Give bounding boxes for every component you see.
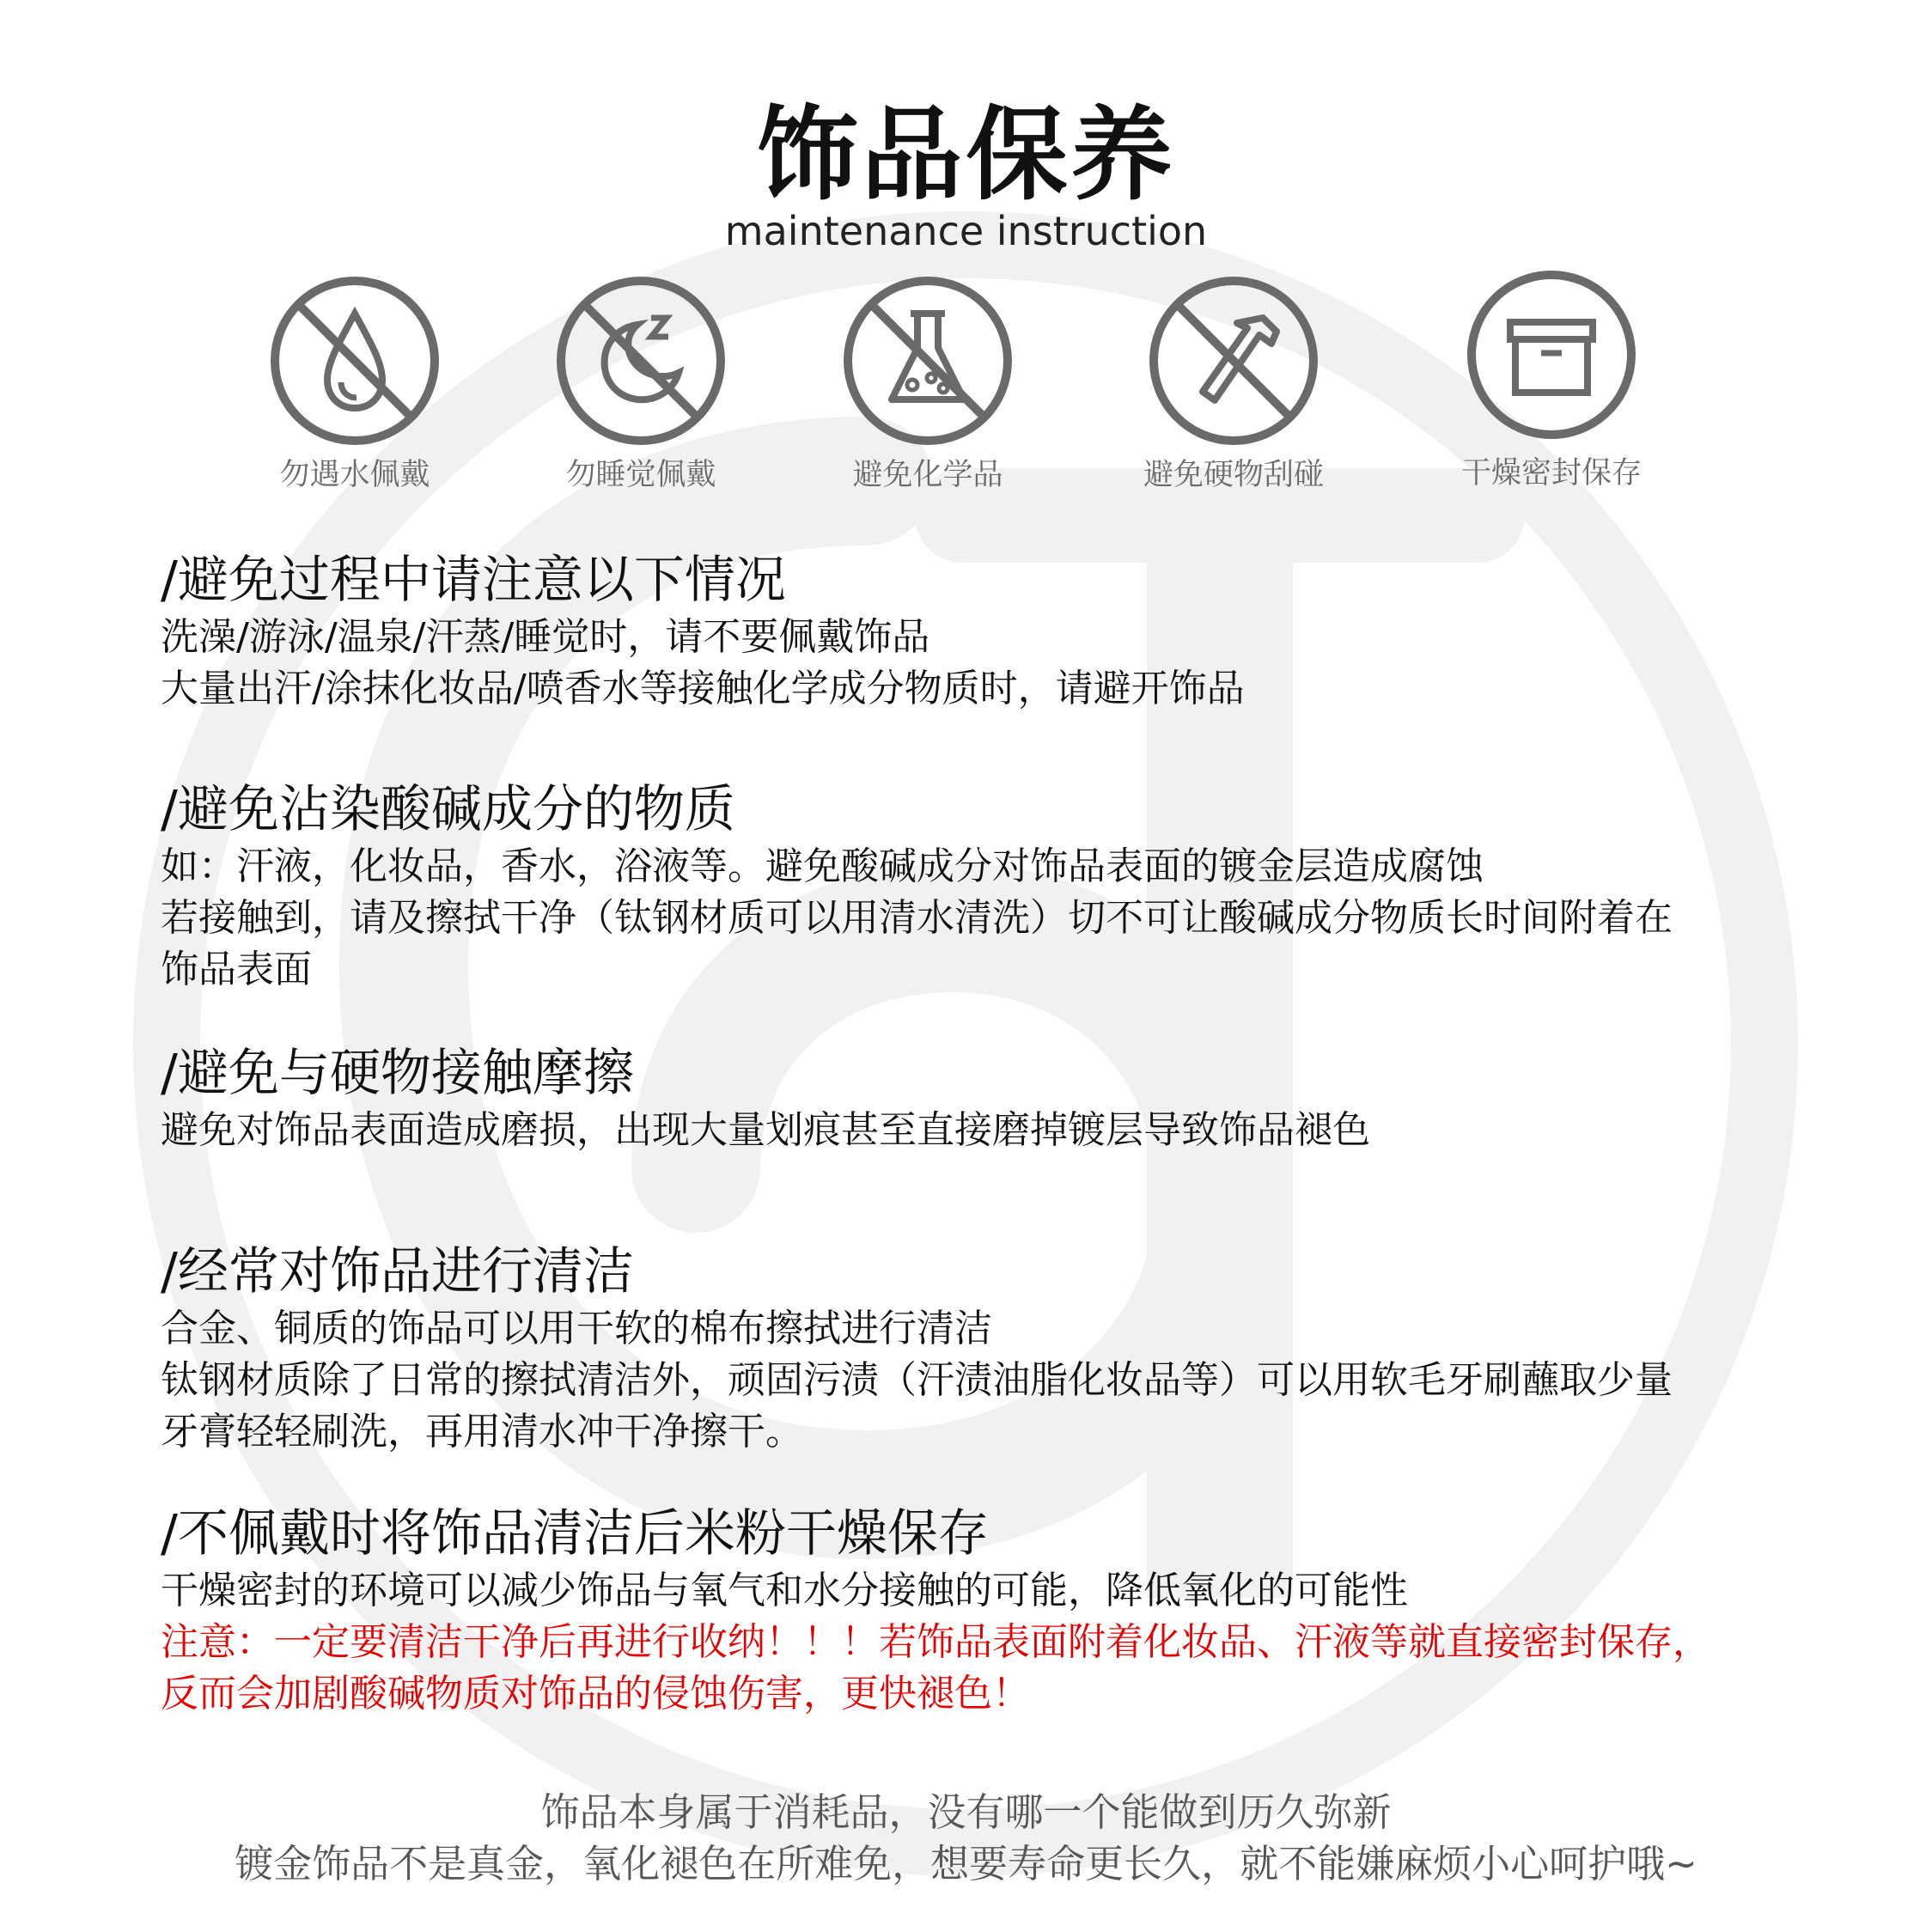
footer-line-1: 饰品本身属于消耗品，没有哪一个能做到历久弥新 xyxy=(540,1789,1392,1835)
warning-line: 反而会加剧酸碱物质对饰品的侵蚀伤害，更快褪色！ xyxy=(161,1671,1030,1716)
section-hard-objects xyxy=(161,1041,1827,1156)
page-subtitle: maintenance instruction xyxy=(724,208,1208,254)
section-storage xyxy=(161,1502,1827,1720)
footer-line-2: 镀金饰品不是真金，氧化褪色在所难免，想要寿命更长久，就不能嫌麻烦小心呵护哦~ xyxy=(235,1841,1697,1886)
section-heading: /不佩戴时将饰品清洁后米粉干燥保存 xyxy=(161,1503,989,1563)
section-line: 大量出汗/涂抹化妆品/喷香水等接触化学成分物质时，请避开饰品 xyxy=(161,666,1245,710)
section-heading: /避免沾染酸碱成分的物质 xyxy=(161,779,735,838)
icon-label-no-hard-object: 避免硬物刮碰 xyxy=(1143,458,1324,492)
section-line: 合金、铜质的饰品可以用干软的棉布擦拭进行清洁 xyxy=(161,1306,992,1350)
section-line: 钛钢材质除了日常的擦拭清洁外，顽固污渍（汗渍油脂化妆品等）可以用软毛牙刷蘸取少量 xyxy=(161,1357,1673,1402)
section-line: 牙膏轻轻刷洗，再用清水冲干净擦干。 xyxy=(161,1409,803,1454)
section-line: 洗澡/游泳/温泉/汗蒸/睡觉时，请不要佩戴饰品 xyxy=(161,614,930,659)
no-hard-object-icon xyxy=(1148,275,1319,447)
section-line: 如：汗液，化妆品，香水，浴液等。避免酸碱成分对饰品表面的镀金层造成腐蚀 xyxy=(161,844,1484,888)
section-cleaning xyxy=(161,1240,1827,1458)
no-sleep-icon xyxy=(555,275,727,447)
no-water-icon xyxy=(269,275,441,447)
icon-label-no-sleep: 勿睡觉佩戴 xyxy=(565,458,716,492)
section-heading: /避免与硬物接触摩擦 xyxy=(161,1043,634,1102)
section-wearing-precautions xyxy=(161,548,1827,715)
warning-line: 注意：一定要清洁干净后再进行收纳！！！若饰品表面附着化妆品、汗液等就直接密封保存， xyxy=(161,1619,1710,1664)
section-line: 饰品表面 xyxy=(161,947,312,991)
section-heading: /经常对饰品进行清洁 xyxy=(161,1241,634,1301)
no-chemical-icon xyxy=(842,275,1014,447)
section-acid-alkali xyxy=(161,777,1827,996)
section-line: 若接触到，请及擦拭干净（钛钢材质可以用清水清洗）切不可让酸碱成分物质长时间附着在 xyxy=(161,895,1673,940)
section-heading: /避免过程中请注意以下情况 xyxy=(161,550,786,609)
icon-label-no-water: 勿遇水佩戴 xyxy=(279,458,430,492)
section-line: 避免对饰品表面造成磨损，出现大量划痕甚至直接磨掉镀层导致饰品褪色 xyxy=(161,1107,1370,1152)
storage-box-icon xyxy=(1466,269,1637,441)
icon-label-storage: 干燥密封保存 xyxy=(1460,456,1642,491)
icon-label-no-chemical: 避免化学品 xyxy=(852,458,1003,492)
section-line: 干燥密封的环境可以减少饰品与氧气和水分接触的可能，降低氧化的可能性 xyxy=(161,1568,1408,1612)
page-title: 饰品保养 xyxy=(756,95,1176,214)
